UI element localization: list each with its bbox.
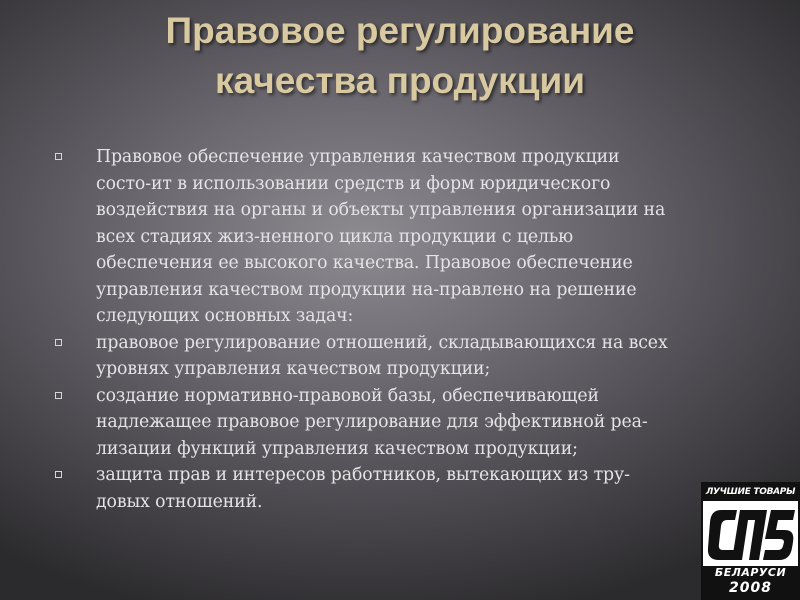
slide-title-line-1: Правовое регулирование (165, 10, 635, 51)
logo-bottom-banner (703, 566, 798, 598)
bullet-line: управления качеством продукции на-правлено на решение (96, 279, 637, 300)
best-goods-of-belarus-logo (701, 482, 800, 600)
bullet-text (96, 144, 742, 330)
square-bullet-icon (55, 339, 62, 346)
logo-top-banner: ЛУЧШИЕ ТОВАРЫ (703, 484, 798, 501)
bullet-text (96, 383, 742, 463)
slide-title-line-2: качества продукции (215, 60, 585, 101)
bullet-item-4 (52, 462, 742, 515)
square-bullet-icon (55, 153, 62, 160)
logo-year: 2008 (729, 580, 772, 596)
bullet-list (52, 144, 742, 515)
bullet-item-1 (52, 144, 742, 330)
bullet-line: всех стадиях жиз-ненного цикла продукции с целью (96, 226, 574, 247)
bullet-item-2 (52, 330, 742, 383)
bullet-item-3 (52, 383, 742, 463)
bullet-text (96, 330, 742, 383)
bullet-line: создание нормативно-правовой базы, обеспечивающей (96, 385, 599, 406)
square-bullet-icon (55, 392, 62, 399)
bullet-line: уровнях управления качеством продукции; (96, 359, 491, 379)
bullet-line: защита прав и интересов работников, вытекающих из тру- (96, 465, 630, 485)
bullet-line: правовое регулирование отношений, складывающихся на всех (96, 332, 668, 353)
bullet-text (96, 462, 742, 515)
square-bullet-icon (55, 471, 62, 478)
bullet-line: надлежащее правовое регулирование для эффективной реа- (96, 412, 648, 432)
bullet-line: следующих основных задач: (96, 306, 354, 326)
bullet-line: обеспечения ее высокого качества. Правовое обеспечение (96, 253, 633, 273)
bullet-line: воздействия на органы и объекты управления организации на (96, 200, 666, 220)
slide-title (0, 6, 800, 106)
bullet-line: довых отношений. (96, 491, 263, 512)
bullet-line: состо-ит в использовании средств и форм юридического (96, 173, 611, 194)
bullet-line: лизации функций управления качеством продукции; (96, 438, 578, 459)
logo-country: БЕЛАРУСИ (714, 566, 787, 579)
logo-mark-icon (707, 504, 796, 566)
bullet-line: Правовое обеспечение управления качеством продукции (96, 147, 620, 167)
